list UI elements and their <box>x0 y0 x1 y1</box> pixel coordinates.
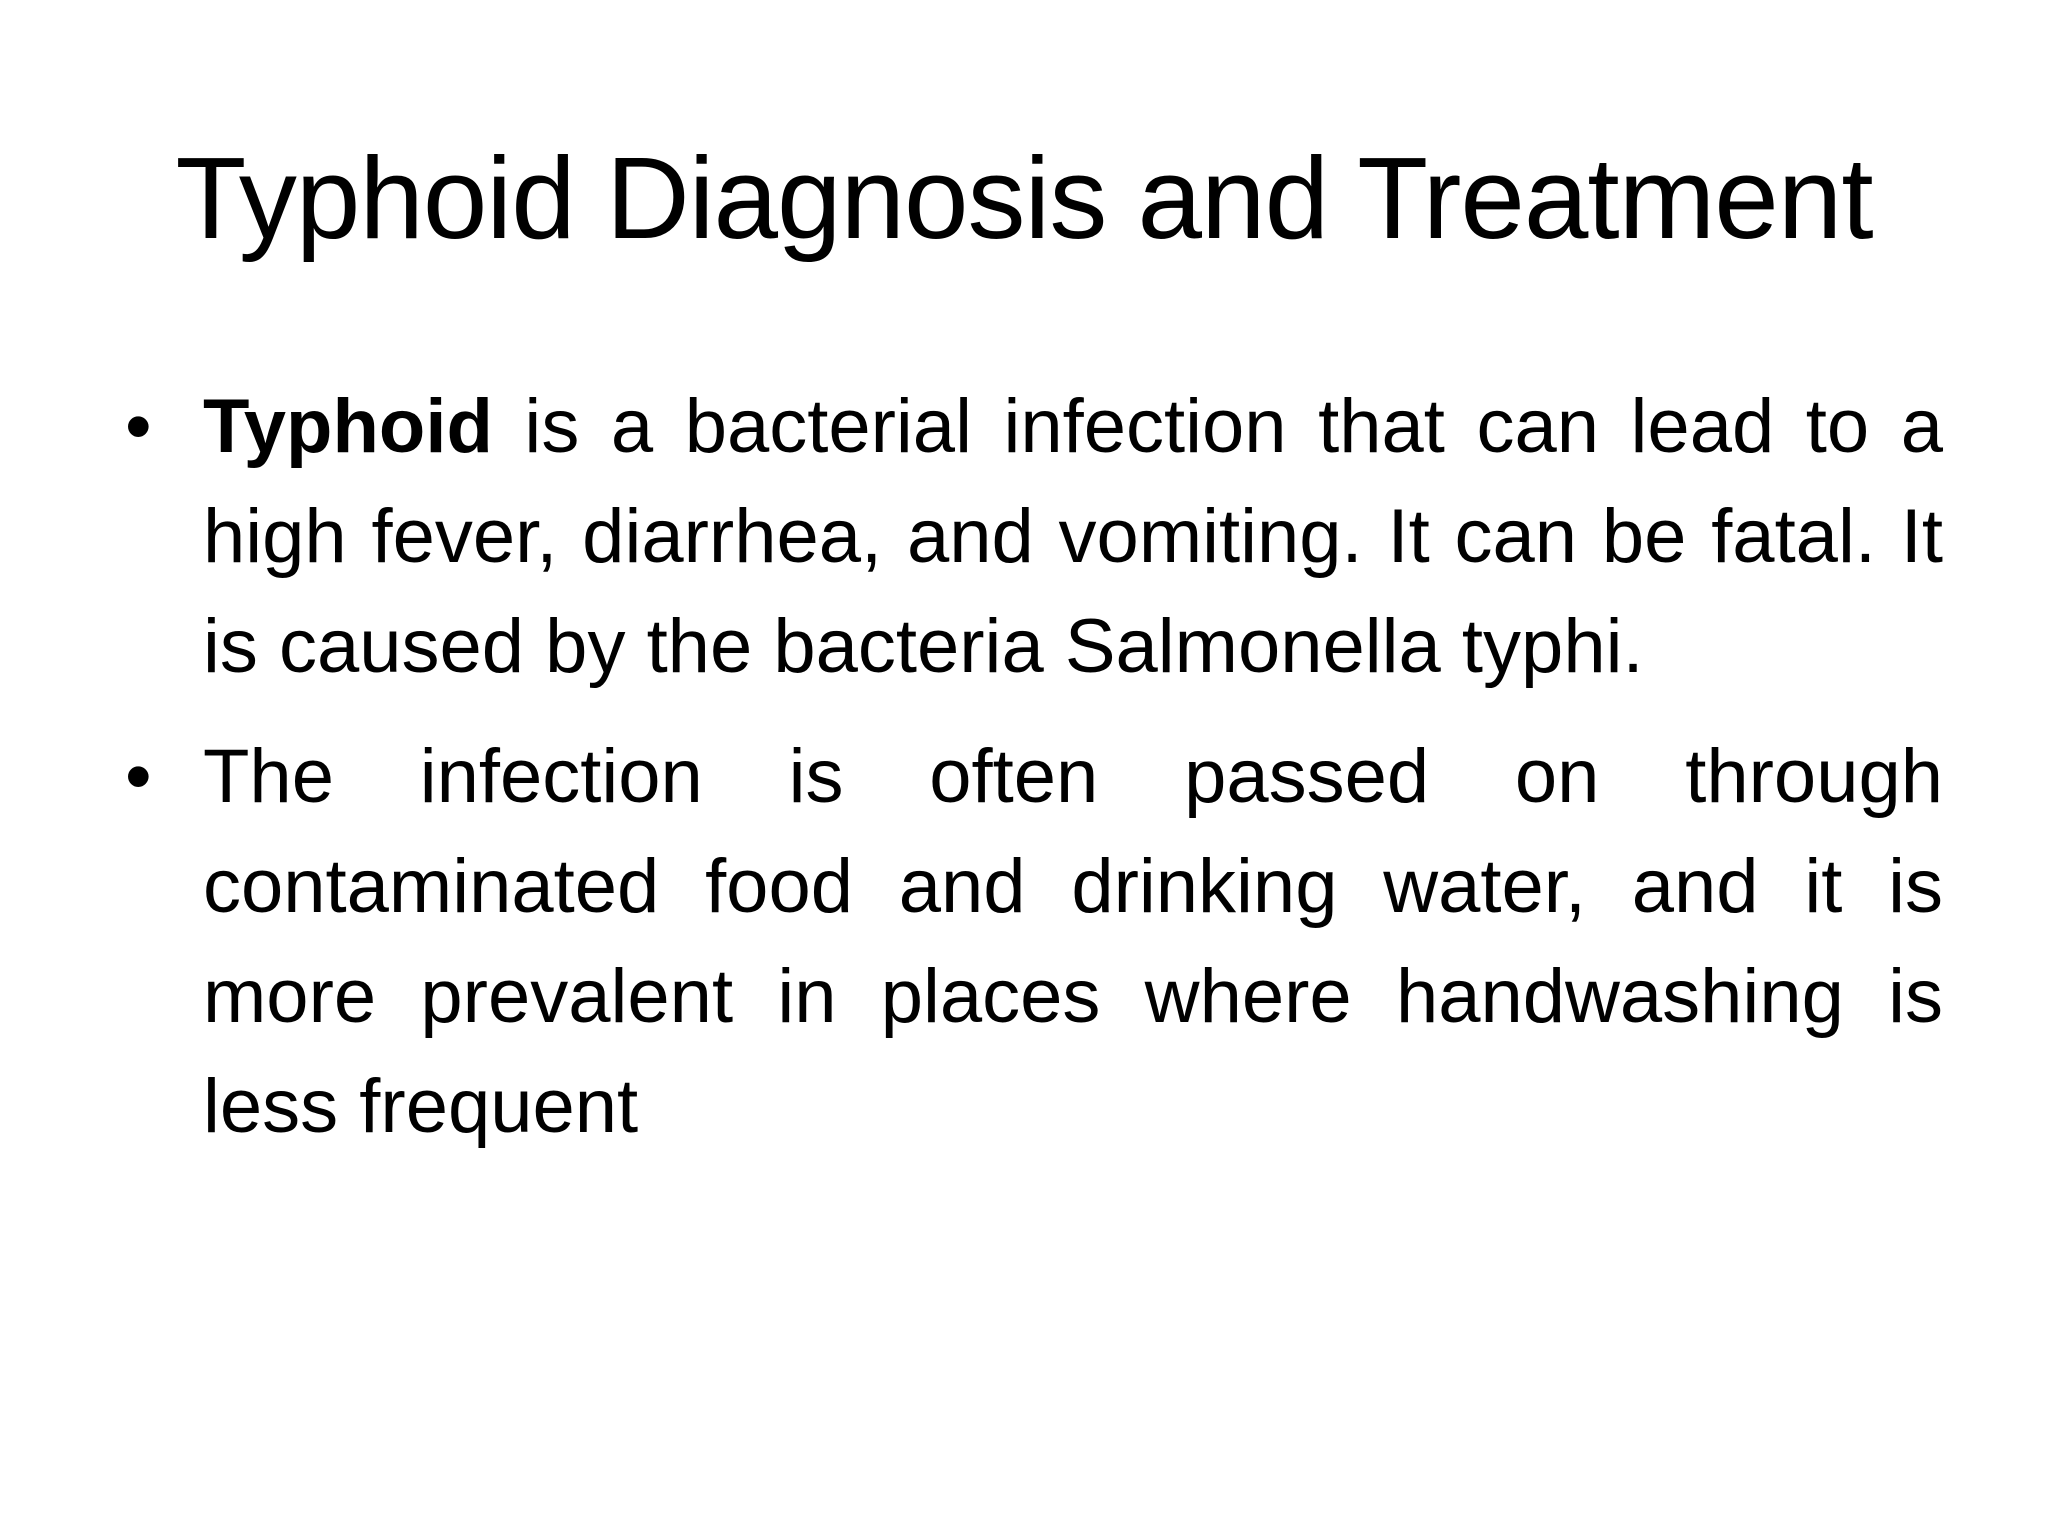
bullet-term: Typhoid <box>203 384 493 469</box>
bullet-text <box>203 372 1943 702</box>
bullet-item <box>120 372 1943 702</box>
bullet-marker: • <box>125 384 152 469</box>
slide-title: Typhoid Diagnosis and Treatment <box>175 133 1873 263</box>
bullet-list <box>120 372 1943 1182</box>
bullet-text: The infection is often passed on through contaminated food and drinking water, and it is more prevalent in places where handwashing is less frequent <box>203 734 1943 1149</box>
bullet-item <box>120 722 1943 1162</box>
bullet-marker: • <box>125 734 152 819</box>
bullet-body: is a bacterial infection that can lead to a high fever, diarrhea, and vomiting. It can be fatal. It is caused by the bacteria Salmonella typhi. <box>203 384 1943 689</box>
